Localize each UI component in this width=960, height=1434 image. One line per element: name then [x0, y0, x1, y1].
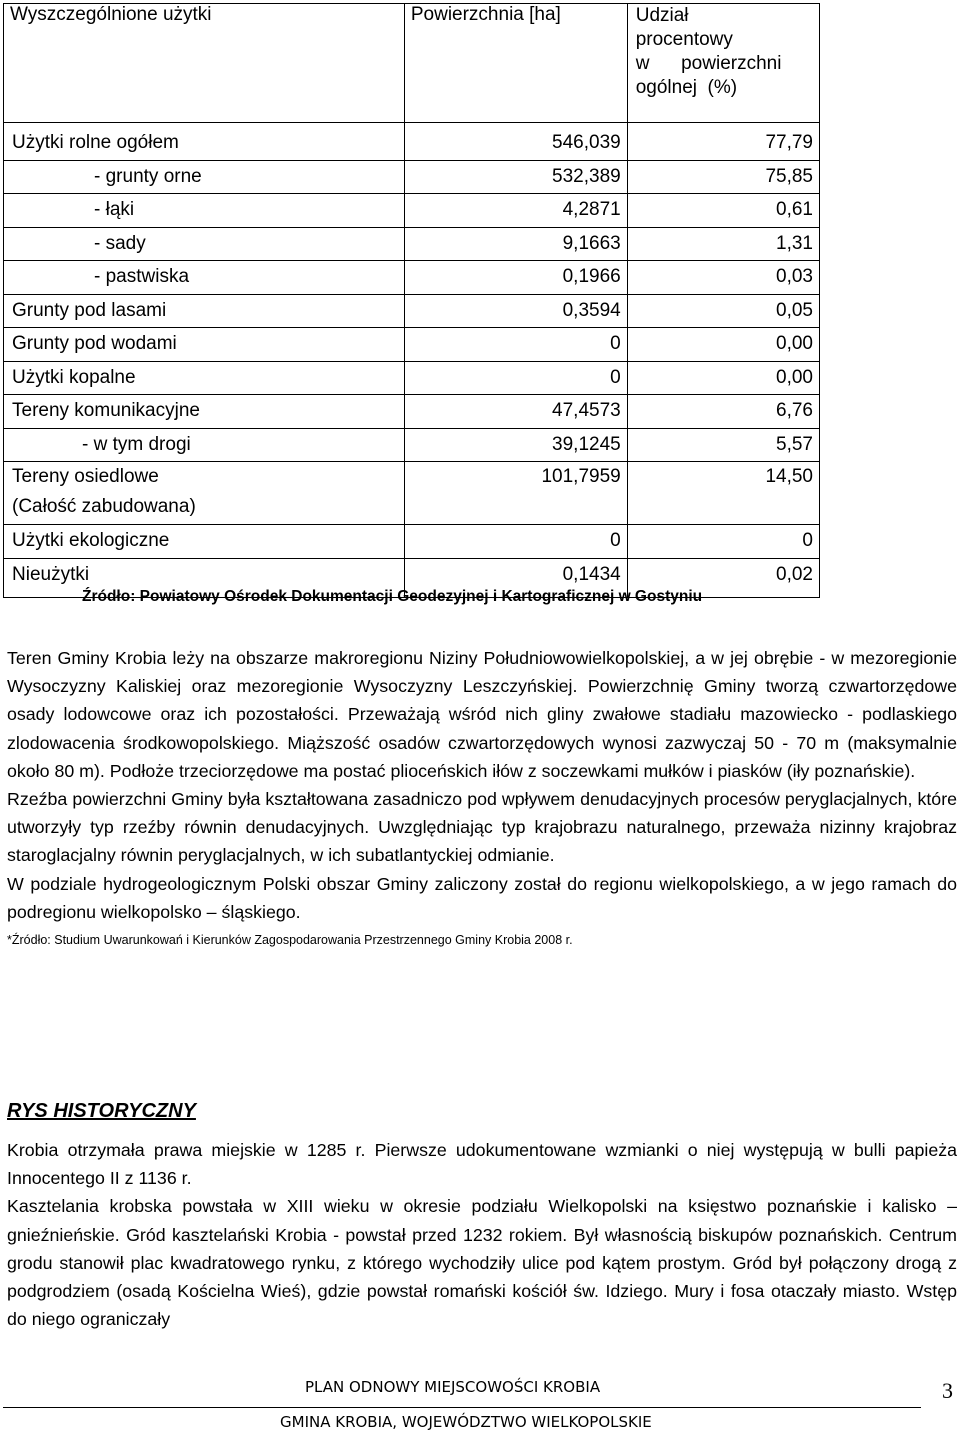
row-percent: 6,76 — [627, 395, 819, 429]
row-label-line: Tereny osiedlowe — [12, 466, 159, 487]
row-label: Użytki ekologiczne — [4, 525, 405, 559]
row-label: - grunty orne — [4, 160, 405, 194]
row-area: 0,1434 — [404, 558, 627, 598]
row-percent: 0,05 — [627, 294, 819, 328]
history-section — [7, 1136, 957, 1333]
row-percent: 77,79 — [627, 123, 819, 161]
row-label: - w tym drogi — [4, 428, 405, 462]
page-number: 3 — [942, 1378, 953, 1403]
row-area: 0 — [404, 361, 627, 395]
row-label-line: (Całość zabudowana) — [12, 496, 196, 517]
table-source-note: Źródło: Powiatowy Ośrodek Dokumentacji Geodezyjnej i Kartograficznej w Gostyniu — [82, 588, 703, 605]
row-area: 546,039 — [404, 123, 627, 161]
row-percent: 1,31 — [627, 227, 819, 261]
table-header-row — [4, 4, 820, 123]
table-row — [4, 462, 820, 525]
footer-divider — [3, 1407, 921, 1408]
table-row — [4, 261, 820, 295]
row-label — [4, 462, 405, 525]
row-area: 39,1245 — [404, 428, 627, 462]
table-row — [4, 525, 820, 559]
header-land-type: Wyszczególnione użytki — [4, 4, 405, 123]
paragraph: Krobia otrzymała prawa miejskie w 1285 r. Pierwsze udokumentowane wzmianki o niej występują w bulli papieża Innocentego II z 1136 r. — [7, 1140, 957, 1189]
row-label: Nieużytki — [4, 558, 405, 598]
row-label: Tereny komunikacyjne — [4, 395, 405, 429]
header-percent-line: w powierzchni — [635, 53, 782, 74]
row-area: 4,2871 — [404, 194, 627, 228]
row-percent: 0 — [627, 525, 819, 559]
section-heading: RYS HISTORYCZNY — [7, 1100, 196, 1122]
row-label: Użytki kopalne — [4, 361, 405, 395]
row-percent: 0,02 — [627, 558, 819, 598]
row-percent: 0,00 — [627, 328, 819, 362]
paragraph: Kasztelania krobska powstała w XIII wieku w okresie podziału Wielkopolski na księstwo poznańskie i kalisko – gnieźnieńskie. Gród kasztelański Krobia - powstał przed 1232 rokiem. Był własnością biskupów poznańskich. Centrum grodu stanowił plac kwadratowego rynku, z którego wychodziły ulice pod kątem prostym. Gród był połączony drogą z podgrodziem (osadą Kościelna Wieś), gdzie powstał romański kościół św. Idziego. Mury i fosa otaczały miasto. Wstęp do niego ograniczały — [7, 1196, 957, 1330]
table-row — [4, 160, 820, 194]
row-label: Grunty pod lasami — [4, 294, 405, 328]
row-area: 9,1663 — [404, 227, 627, 261]
header-percent-line: Udział — [635, 5, 689, 26]
header-area: Powierzchnia [ha] — [404, 4, 627, 123]
row-percent: 0,61 — [627, 194, 819, 228]
table-row — [4, 194, 820, 228]
table-row — [4, 395, 820, 429]
paragraph: Rzeźba powierzchni Gminy była kształtowana zasadniczo pod wpływem denudacyjnych procesów peryglacjalnych, które utworzyły typ rzeźby równin denudacyjnych. Uwzględniając typ krajobrazu naturalnego, przeważa nizinny krajobraz staroglacjalny równin peryglacjalnych, w ich subatlantyckiej odmianie. — [7, 789, 957, 866]
row-percent: 75,85 — [627, 160, 819, 194]
table-row — [4, 328, 820, 362]
table-row — [4, 123, 820, 161]
row-label: Grunty pod wodami — [4, 328, 405, 362]
row-area: 0,1966 — [404, 261, 627, 295]
row-area: 101,7959 — [404, 462, 627, 525]
paragraph: Teren Gminy Krobia leży na obszarze makroregionu Niziny Południowowielkopolskiej, a w jej obrębie - w mezoregionie Wysoczyzny Kaliskiej oraz mezoregionie Wysoczyzny Leszczyńskiej. Powierzchnię Gminy tworzą czwartorzędowe osady lodowcowe oraz ich pozostałości. Przeważają wśród nich gliny zwałowe stadiału mazowiecko - podlaskiego zlodowacenia środkowopolskiego. Miąższość osadów czwartorzędowych wynosi zazwyczaj 50 - 70 m (maksymalnie około 80 m). Podłoże trzeciorzędowe ma postać plioceńskich iłów z soczewkami mułków i piasków (iły poznańskie). — [7, 648, 957, 781]
row-area: 0 — [404, 328, 627, 362]
row-percent: 5,57 — [627, 428, 819, 462]
row-area: 532,389 — [404, 160, 627, 194]
header-percent-line: procentowy — [635, 29, 733, 50]
row-area: 47,4573 — [404, 395, 627, 429]
table-row — [4, 428, 820, 462]
footer-subtitle: GMINA KROBIA, WOJEWÓDZTWO WIELKOPOLSKIE — [280, 1413, 652, 1431]
paragraph: W podziale hydrogeologicznym Polski obszar Gminy zaliczony został do regionu wielkopolskiego, a w jego ramach do podregionu wielkopolsko – śląskiego. — [7, 873, 957, 922]
footer-title: PLAN ODNOWY MIEJSCOWOŚCI KROBIA — [305, 1378, 601, 1396]
land-use-table — [3, 3, 820, 598]
row-percent: 0,00 — [627, 361, 819, 395]
table-row — [4, 361, 820, 395]
row-label: Użytki rolne ogółem — [4, 123, 405, 161]
row-label: - sady — [4, 227, 405, 261]
row-label: - pastwiska — [4, 261, 405, 295]
row-area: 0,3594 — [404, 294, 627, 328]
geography-section — [7, 644, 957, 950]
row-label: - łąki — [4, 194, 405, 228]
table-row — [4, 294, 820, 328]
table-row — [4, 227, 820, 261]
header-percent-line: ogólnej (%) — [635, 77, 738, 98]
row-area: 0 — [404, 525, 627, 559]
source-footnote: *Źródło: Studium Uwarunkowań i Kierunków Zagospodarowania Przestrzennego Gminy Krobia 2008 r. — [7, 933, 573, 948]
row-percent: 0,03 — [627, 261, 819, 295]
header-percent — [627, 4, 819, 123]
row-percent: 14,50 — [627, 462, 819, 525]
